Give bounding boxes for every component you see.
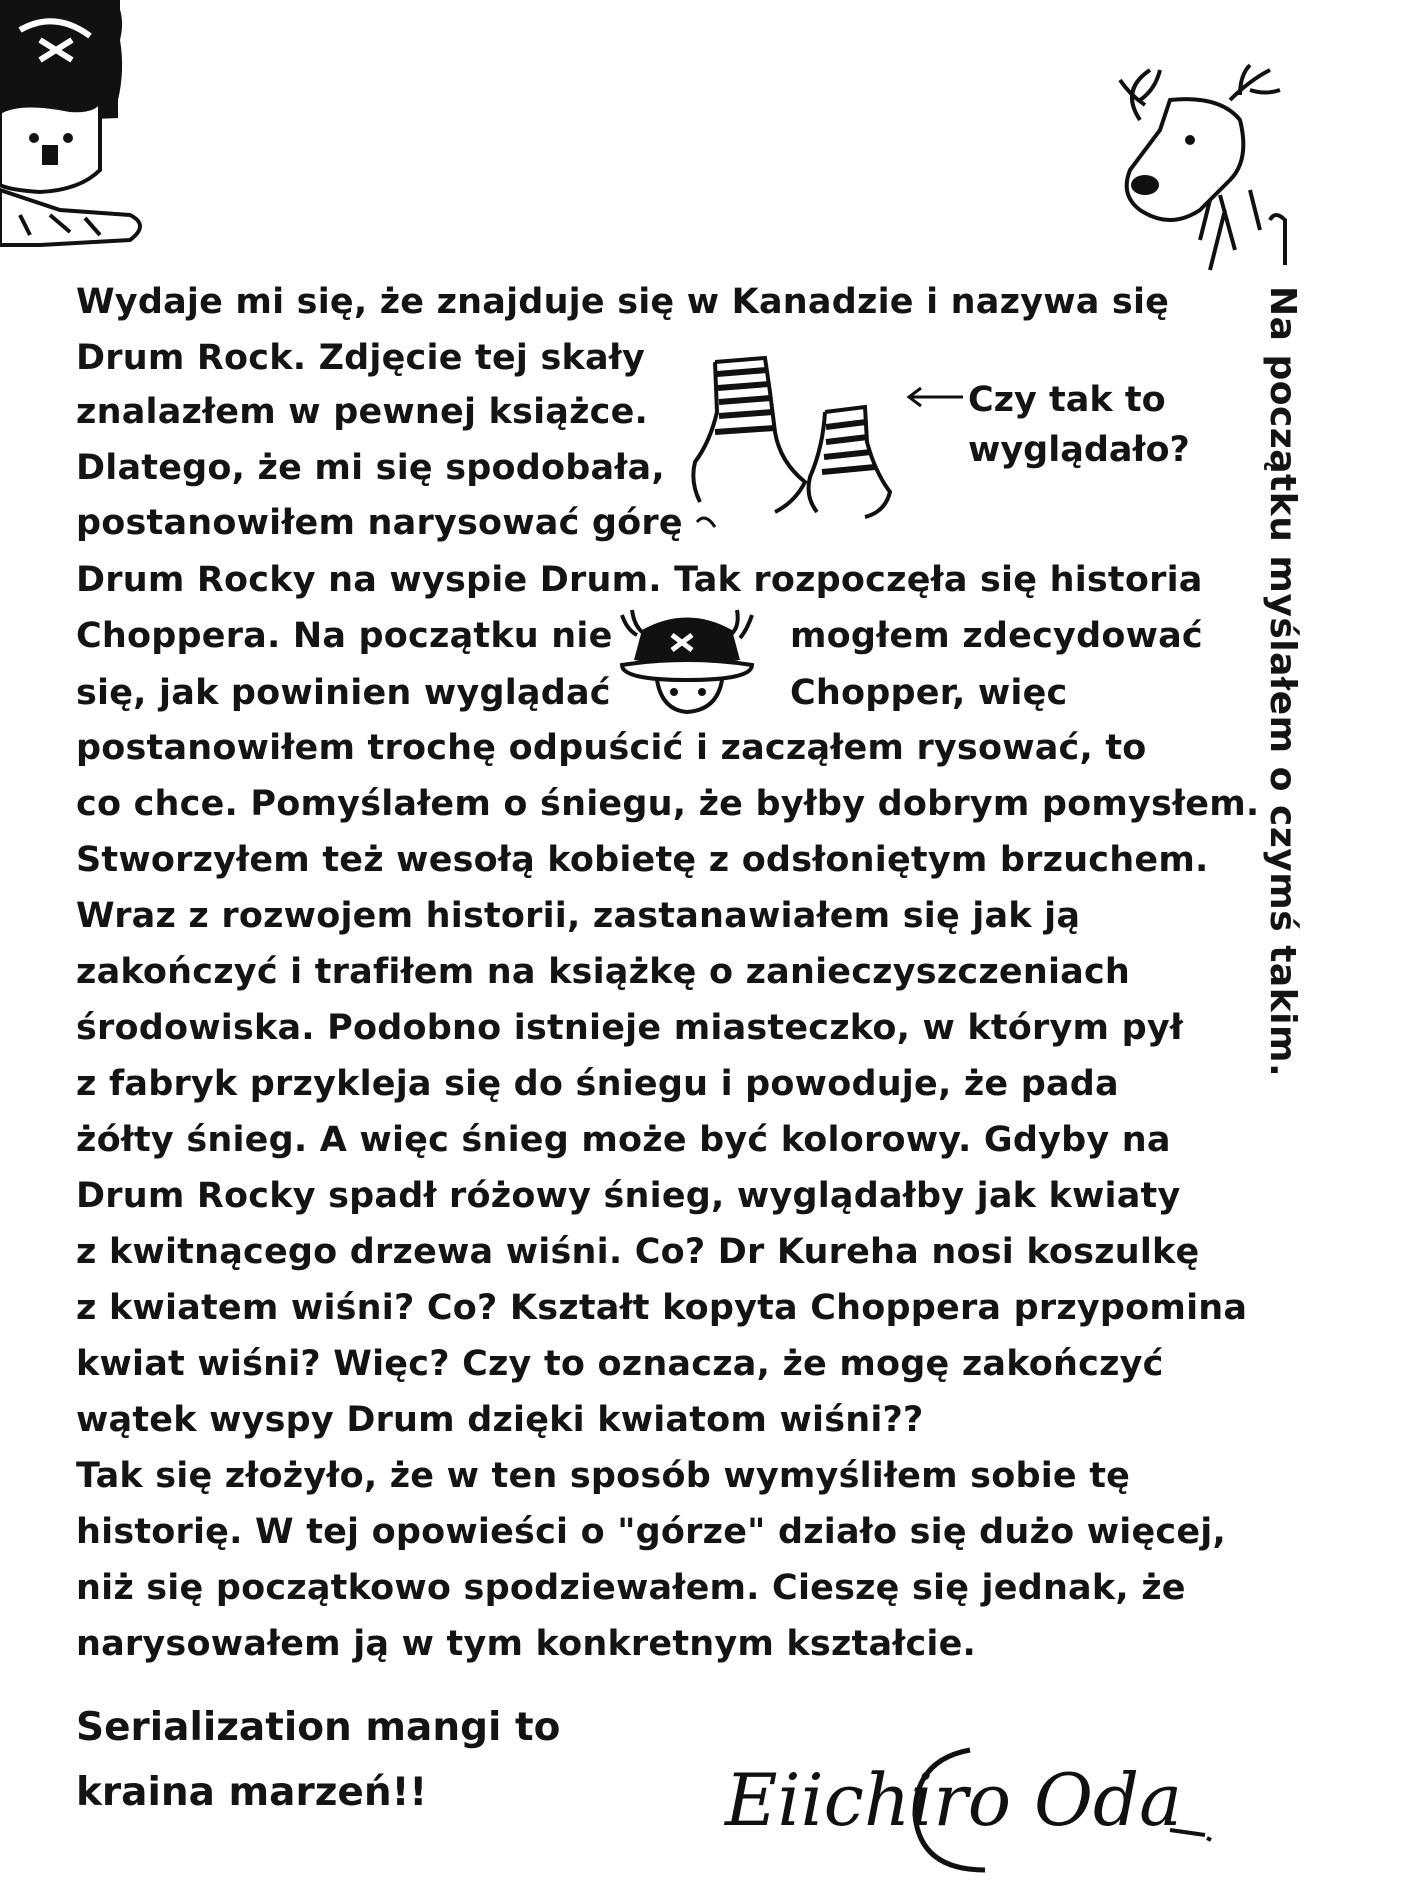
text-line: wątek wyspy Drum dzięki kwiatom wiśni?? (76, 1400, 924, 1440)
text-line: środowiska. Podobno istnieje miasteczko, w którym pył (76, 1008, 1184, 1048)
text-line: Dlatego, że mi się spodobała, (76, 448, 665, 488)
text-line: Wydaje mi się, że znajduje się w Kanadzie i nazywa się (76, 282, 1170, 322)
text-line: z fabryk przykleja się do śniegu i powoduje, że pada (76, 1064, 1119, 1104)
text-line: się, jak powinien wyglądać (76, 673, 611, 713)
text-line: Drum Rocky spadł różowy śnieg, wyglądałby jak kwiaty (76, 1176, 1181, 1216)
text-line: znalazłem w pewnej książce. (76, 392, 649, 432)
text-line: mogłem zdecydować (790, 616, 1203, 656)
text-line: co chce. Pomyślałem o śniegu, że byłby dobrym pomysłem. (76, 784, 1260, 824)
closing-line-2: kraina marzeń!! (76, 1770, 428, 1815)
chopper-head-doodle-icon (0, 0, 150, 250)
text-line: Choppera. Na początku nie (76, 616, 613, 656)
side-note: Na początku myślałem o czymś takim. (1262, 286, 1303, 1078)
reindeer-doodle-icon (1100, 60, 1300, 280)
text-line: narysowałem ją w tym konkretnym kształcie. (76, 1624, 977, 1664)
text-line: z kwitnącego drzewa wiśni. Co? Dr Kureha nosi koszulkę (76, 1232, 1200, 1272)
text-line: Tak się złożyło, że w ten sposób wymyśliłem sobie tę (76, 1456, 1131, 1496)
text-line: zakończyć i trafiłem na książkę o zanieczyszczeniach (76, 952, 1131, 992)
text-line: postanowiłem narysować górę (76, 503, 683, 543)
signature-text: Eiichiro Oda (725, 1758, 1183, 1842)
text-line: Drum Rocky na wyspie Drum. Tak rozpoczęła się historia (76, 560, 1203, 600)
text-line: niż się początkowo spodziewałem. Cieszę się jednak, że (76, 1568, 1186, 1608)
text-line: kwiat wiśni? Więc? Czy to oznacza, że mogę zakończyć (76, 1344, 1164, 1384)
signature (715, 1720, 1235, 1890)
text-line: z kwiatem wiśni? Co? Kształt kopyta Choppera przypomina (76, 1288, 1248, 1328)
text-line: Wraz z rozwojem historii, zastanawiałem się jak ją (76, 896, 1081, 936)
drum-rock-sketch-icon (685, 352, 915, 542)
closing-line-1: Serialization mangi to (76, 1705, 561, 1750)
text-line: Stworzyłem też wesołą kobietę z odsłoniętym brzuchem. (76, 840, 1209, 880)
arrow-left-icon (905, 385, 965, 409)
drawing-caption-line-2: wyglądało? (968, 430, 1190, 470)
text-line: Chopper, więc (790, 673, 1068, 713)
text-line: Drum Rock. Zdjęcie tej skały (76, 338, 646, 378)
chopper-hat-doodle-icon (612, 600, 762, 720)
text-line: postanowiłem trochę odpuścić i zacząłem rysować, to (76, 728, 1147, 768)
text-line: historię. W tej opowieści o "górze" działo się dużo więcej, (76, 1512, 1227, 1552)
text-line: żółty śnieg. A więc śnieg może być kolorowy. Gdyby na (76, 1120, 1171, 1160)
drawing-caption-line-1: Czy tak to (968, 380, 1166, 420)
